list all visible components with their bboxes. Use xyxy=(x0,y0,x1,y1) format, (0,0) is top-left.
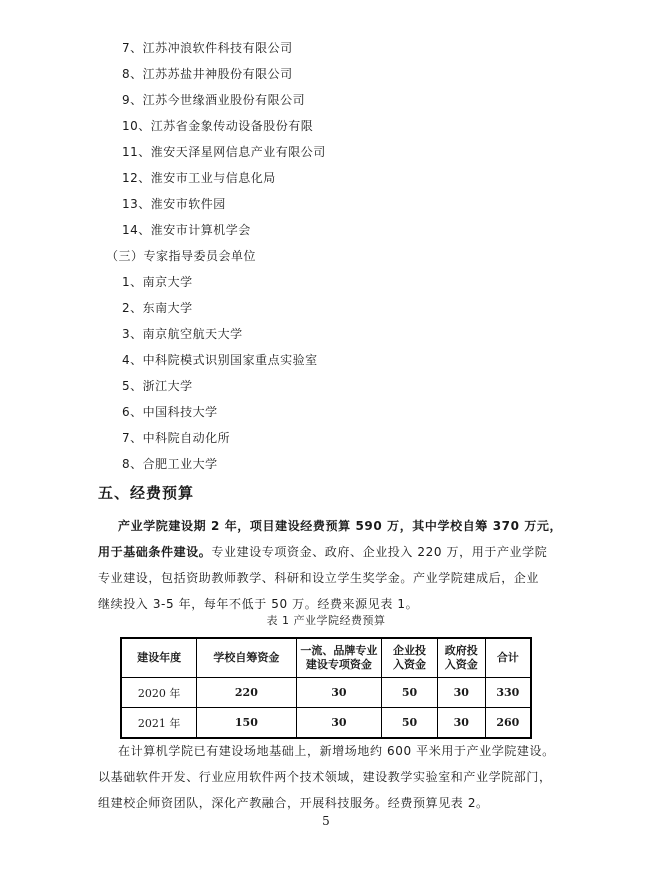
enterprise-item: 12、淮安市工业与信息化局 xyxy=(122,171,276,185)
budget-paragraph-line: 专业建设，包括资助教师教学、科研和设立学生奖学金。产业学院建成后，企业 xyxy=(98,571,540,585)
header-text: 政府投 xyxy=(444,644,478,657)
enterprise-item: 14、淮安市计算机学会 xyxy=(122,223,251,237)
budget-summary-bold: 产业学院建设期 2 年，项目建设经费预算 590 万，其中学校自筹 370 万元， xyxy=(118,519,563,533)
table-cell-total: 260 xyxy=(485,708,531,739)
expert-item: 2、东南大学 xyxy=(122,301,193,315)
table-cell-total: 330 xyxy=(485,678,531,708)
budget-table xyxy=(120,637,532,739)
budget-paragraph-text: 专业建设专项资金、政府、企业投入 220 万，用于产业学院 xyxy=(211,545,548,559)
table-cell: 220 xyxy=(197,678,296,708)
expert-item: 3、南京航空航天大学 xyxy=(122,327,243,341)
table-header-cell xyxy=(382,638,438,678)
table-row xyxy=(121,678,531,708)
header-text: 合计 xyxy=(496,651,519,664)
table-cell-year: 2020 年 xyxy=(121,678,197,708)
header-text: 学校自筹资金 xyxy=(213,651,280,664)
header-text: 建设年度 xyxy=(137,651,182,664)
table-header-cell xyxy=(437,638,485,678)
table-cell: 30 xyxy=(437,708,485,739)
table-cell-year: 2021 年 xyxy=(121,708,197,739)
enterprise-item: 10、江苏省金象传动设备股份有限 xyxy=(122,119,314,133)
header-text: 企业投 xyxy=(393,644,426,657)
expert-item: 1、南京大学 xyxy=(122,275,193,289)
expert-committee-heading: （三）专家指导委员会单位 xyxy=(106,249,257,263)
header-text: 入资金 xyxy=(393,658,426,671)
budget-paragraph-line xyxy=(98,539,568,565)
expert-item: 7、中科院自动化所 xyxy=(122,431,231,445)
budget-paragraph-line xyxy=(118,513,588,539)
facility-paragraph-line: 以基础软件开发、行业应用软件两个技术领域，建设教学实验室和产业学院部门， xyxy=(98,770,552,784)
table-cell: 30 xyxy=(296,708,382,739)
expert-item: 8、合肥工业大学 xyxy=(122,457,218,471)
header-text: 一流、品牌专业 xyxy=(300,644,378,657)
page-number: 5 xyxy=(322,814,330,828)
table-cell: 150 xyxy=(197,708,296,739)
table-cell: 30 xyxy=(296,678,382,708)
enterprise-item: 13、淮安市软件园 xyxy=(122,197,226,211)
expert-item: 4、中科院模式识别国家重点实验室 xyxy=(122,353,318,367)
expert-item: 6、中国科技大学 xyxy=(122,405,218,419)
table-header-cell xyxy=(121,638,197,678)
table-header-cell xyxy=(296,638,382,678)
facility-paragraph-line: 组建校企师资团队，深化产教融合，开展科技服务。经费预算见表 2。 xyxy=(98,796,489,810)
expert-item: 5、浙江大学 xyxy=(122,379,193,393)
table-row xyxy=(121,708,531,739)
table-caption: 表 1 产业学院经费预算 xyxy=(266,614,386,627)
table-cell: 50 xyxy=(382,708,438,739)
table-header-row xyxy=(121,638,531,678)
table-header-cell xyxy=(485,638,531,678)
enterprise-item: 11、淮安天泽星网信息产业有限公司 xyxy=(122,145,326,159)
budget-purpose-bold: 用于基础条件建设。 xyxy=(98,545,212,559)
enterprise-item: 8、江苏苏盐井神股份有限公司 xyxy=(122,67,293,81)
header-text: 入资金 xyxy=(444,658,478,671)
enterprise-item: 7、江苏冲浪软件科技有限公司 xyxy=(122,41,293,55)
header-text: 建设专项资金 xyxy=(305,658,372,671)
table-cell: 30 xyxy=(437,678,485,708)
section-title: 五、经费预算 xyxy=(98,484,195,502)
enterprise-item: 9、江苏今世缘酒业股份有限公司 xyxy=(122,93,306,107)
budget-paragraph-line: 继续投入 3-5 年，每年不低于 50 万。经费来源见表 1。 xyxy=(98,597,419,611)
table-cell: 50 xyxy=(382,678,438,708)
facility-paragraph-line: 在计算机学院已有建设场地基础上，新增场地约 600 平米用于产业学院建设。 xyxy=(118,744,555,758)
table-header-cell xyxy=(197,638,296,678)
